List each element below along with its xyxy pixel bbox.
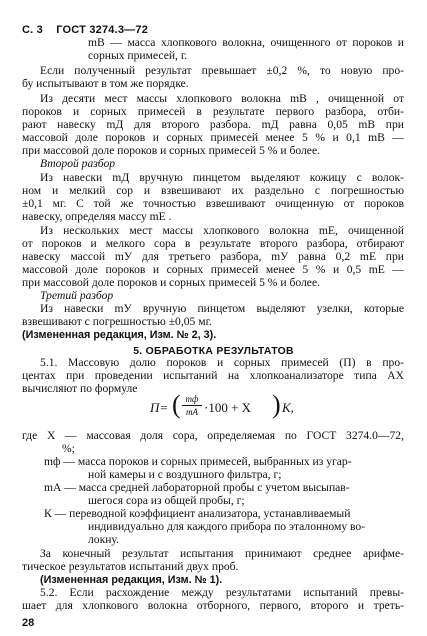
formula-paren-left: ( <box>172 390 181 419</box>
text-line: Из навески mУ вручную пинцетом выделяют узелки, которые <box>40 302 404 315</box>
where-line: mА — масса средней лабораторной пробы с учетом высыпав- <box>44 481 350 494</box>
text-line: массовой доле пороков и сорных примесей менее 5 % и 0,1 mВ — <box>22 131 404 144</box>
text-line: при массовой доле пороков и сорных примесей 5 % и более. <box>22 276 320 289</box>
text-line: За конечный результат испытания принимают среднее арифме- <box>40 547 404 560</box>
text-line: шает для хлопкового волокна отборного, первого, второго и треть- <box>22 599 404 612</box>
text-line: пороков и сорных примесей в результате первого разбора, отби- <box>22 105 404 118</box>
text-line: взвешивают с погрешностью ±0,05 мг. <box>22 315 212 328</box>
section-title: 5. ОБРАБОТКА РЕЗУЛЬТАТОВ <box>133 346 294 357</box>
text-line: Если полученный результат превышает ±0,2 %, то новую про- <box>40 64 404 77</box>
formula-terms: ·100 + X <box>204 400 252 415</box>
amendment-note: (Измененная редакция, Изм. № 1). <box>40 574 223 586</box>
where-line: локну. <box>88 533 119 546</box>
amendment-note: (Измененная редакция, Изм. № 2, 3). <box>22 329 217 341</box>
formula-numerator: mф <box>185 394 199 404</box>
text-line: 5.2. Если расхождение между результатами испытаний превы- <box>40 586 404 599</box>
text-line: ±0,1 мг. С той же точностью взвешивают очищенную от пороков <box>22 197 404 210</box>
where-line: шегося сора из общей пробы, г; <box>88 494 245 507</box>
text-line: Из десяти мест массы хлопкового волокна mВ , очищенной от <box>40 92 404 105</box>
text-line: Из нескольких мест массы хлопкового волокна mЕ, очищенной <box>40 224 404 237</box>
where-line: индивидуально для каждого прибора по эталонному во- <box>88 520 366 533</box>
page-number: 28 <box>22 617 35 629</box>
text-line: навеску массой mУ для третьего разбора, mУ равна 0,2 mЕ при <box>22 250 404 263</box>
text-line: центах при проведении испытаний на хлопкоанализаторе типа АХ <box>22 369 404 382</box>
formula <box>150 392 350 422</box>
text-line: mВ — масса хлопкового волокна, очищенного от пороков и <box>88 36 404 49</box>
text-line: бу испытывают в том же порядке. <box>22 77 189 90</box>
where-line: mф — масса пороков и сорных примесей, выбранных из угар- <box>44 455 352 468</box>
text-line: от пороков и мелкого сора в результате второго разбора, отбирают <box>22 237 404 250</box>
where-line: ной камеры и с воздушного фильтра, г; <box>88 468 282 481</box>
header-page-label: С. 3 <box>22 24 43 36</box>
where-line: К — переводной коэффициент анализатора, устанавливаемый <box>44 507 351 520</box>
text-line: Из навески mД вручную пинцетом выделяют кожицу с волок- <box>40 171 404 184</box>
subheading: Третий разбор <box>40 289 114 302</box>
text-line: массовой доле пороков и сорных примесей менее 5 % и 0,5 mЕ — <box>22 263 404 276</box>
formula-denominator: mА <box>186 407 198 417</box>
formula-coefficient: К, <box>282 400 294 415</box>
formula-fraction-bar <box>182 405 202 406</box>
text-line: ном и мелкий сор и взвешивают их раздельно с погрешностью <box>22 184 404 197</box>
text-line: вычисляют по формуле <box>22 382 138 395</box>
text-line: навеску, определяя массу mЕ . <box>22 210 172 223</box>
where-line: где X — массовая доля сора, определяемая по ГОСТ 3274.0—72, <box>22 429 404 442</box>
text-line: сорных примесей, г. <box>88 49 188 62</box>
text-line: при массовой доле пороков и сорных примесей 5 % и более. <box>22 144 320 157</box>
text-line: тическое результатов испытаний двух проб. <box>22 560 239 573</box>
page-header <box>22 24 158 36</box>
formula-paren-right: ) <box>272 390 281 419</box>
where-line: %; <box>62 442 75 455</box>
header-standard: ГОСТ 3274.3—72 <box>56 24 149 36</box>
text-line: 5.1. Массовую долю пороков и сорных примесей (П) в про- <box>40 356 404 369</box>
subheading: Второй разбор <box>40 157 116 170</box>
text-line: рают навеску mД для второго разбора. mД равна 0,05 mВ при <box>22 118 404 131</box>
formula-lhs: П= <box>150 400 169 415</box>
